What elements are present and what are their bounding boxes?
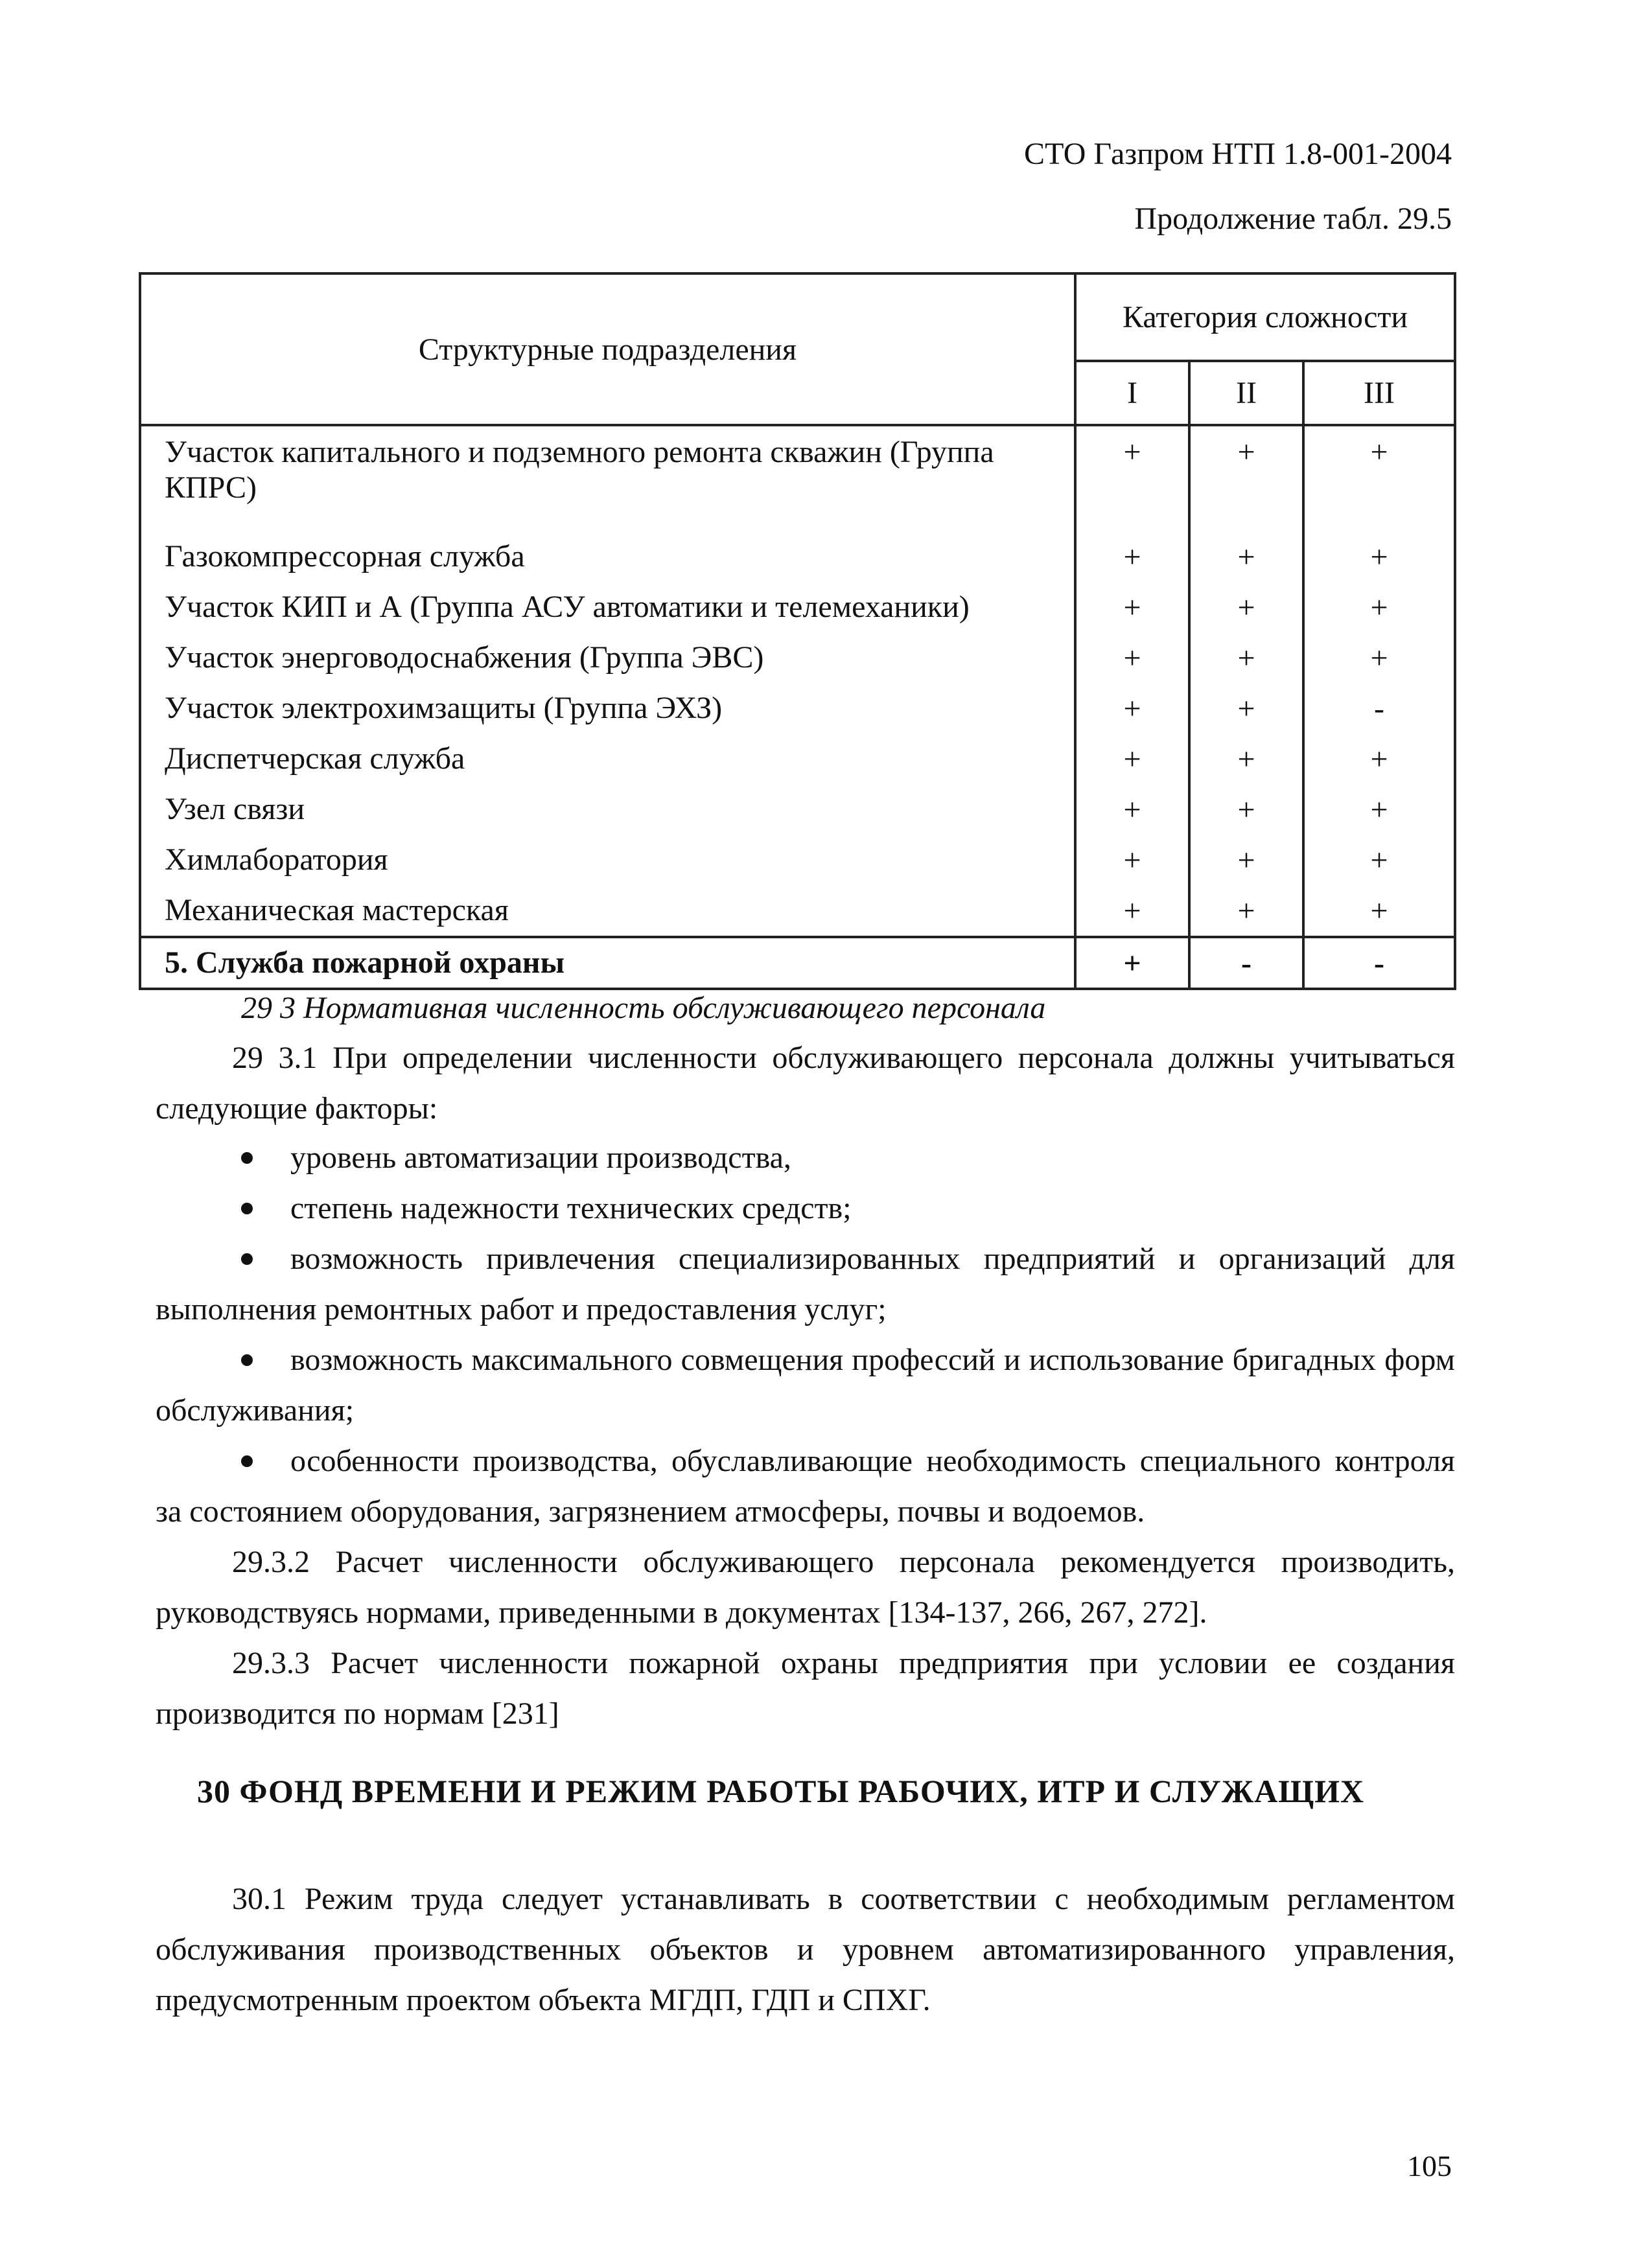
row-name: Участок энерговодоснабжения (Группа ЭВС): [140, 632, 1075, 683]
table-row: [140, 683, 1455, 734]
mark-cat-1: +: [1075, 937, 1189, 989]
mark-cat-3: +: [1303, 531, 1455, 582]
mark-cat-2: +: [1189, 632, 1303, 683]
paragraph-29-3-1: 29 3.1 При определении численности обслуживающего персонала должны учитываться следующие факторы:: [156, 1041, 1455, 1126]
mark-cat-3: +: [1303, 632, 1455, 683]
table-row: [140, 582, 1455, 632]
table-row: [140, 784, 1455, 835]
row-name: Участок капитального и подземного ремонта скважин (Группа КПРС): [140, 425, 1075, 531]
bullet-icon: [241, 1203, 253, 1214]
mark-cat-2: +: [1189, 784, 1303, 835]
row-name: Участок КИП и А (Группа АСУ автоматики и телемеханики): [140, 582, 1075, 632]
mark-cat-1: +: [1075, 425, 1189, 531]
category-header-1: I: [1075, 361, 1189, 425]
row-name: Участок электрохимзащиты (Группа ЭХЗ): [140, 683, 1075, 734]
column-header-structure: Структурные подразделения: [140, 273, 1075, 425]
mark-cat-3: +: [1303, 734, 1455, 784]
section-title: 30 ФОНД ВРЕМЕНИ И РЕЖИМ РАБОТЫ РАБОЧИХ, ИТР И СЛУЖАЩИХ: [197, 1773, 1365, 1809]
row-name: Диспетчерская служба: [140, 734, 1075, 784]
list-item: [156, 1133, 1455, 1183]
bullet-icon: [241, 1354, 253, 1366]
document-code: СТО Газпром НТП 1.8-001-2004: [1024, 137, 1452, 171]
list-item-text: возможность максимального совмещения профессий и использование бригадных форм обслуживания;: [156, 1343, 1455, 1428]
subsection-heading: 29 3 Нормативная численность обслуживающего персонала: [241, 991, 1046, 1025]
mark-cat-1: +: [1075, 632, 1189, 683]
list-item-text: возможность привлечения специализированных предприятий и организаций для выполнения ремонтных работ и предоставления услуг;: [156, 1242, 1455, 1326]
mark-cat-2: +: [1189, 531, 1303, 582]
mark-cat-1: +: [1075, 784, 1189, 835]
complexity-category-table: [139, 272, 1456, 990]
mark-cat-2: +: [1189, 734, 1303, 784]
mark-cat-3: +: [1303, 784, 1455, 835]
category-header-2: II: [1189, 361, 1303, 425]
table-continuation-label: Продолжение табл. 29.5: [1134, 202, 1452, 236]
mark-cat-1: +: [1075, 885, 1189, 937]
paragraph-29-3-3: 29.3.3 Расчет численности пожарной охраны предприятия при условии ее создания производится по нормам [231]: [156, 1646, 1455, 1731]
mark-cat-2: -: [1189, 937, 1303, 989]
table-row: [140, 531, 1455, 582]
category-header-3: III: [1303, 361, 1455, 425]
bullet-icon: [241, 1455, 253, 1467]
row-name: Химлаборатория: [140, 835, 1075, 885]
row-name: 5. Служба пожарной охраны: [140, 937, 1075, 989]
mark-cat-1: +: [1075, 683, 1189, 734]
list-item-text: уровень автоматизации производства,: [290, 1140, 791, 1175]
table-row: [140, 425, 1455, 531]
mark-cat-2: +: [1189, 683, 1303, 734]
mark-cat-3: +: [1303, 425, 1455, 531]
column-header-category: Категория сложности: [1075, 273, 1455, 361]
mark-cat-2: +: [1189, 885, 1303, 937]
mark-cat-3: -: [1303, 937, 1455, 989]
table-row: [140, 632, 1455, 683]
page-number: 105: [1407, 2149, 1452, 2182]
list-item-text: степень надежности технических средств;: [290, 1191, 852, 1225]
table-row: [140, 835, 1455, 885]
list-item: [156, 1335, 1455, 1436]
paragraph-30-1: 30.1 Режим труда следует устанавливать в соответствии с необходимым регламентом обслуживания производственных объектов и уровнем автоматизированного управления, предусмотренным проектом объекта МГДП, ГДП и СПХГ.: [156, 1882, 1455, 2017]
mark-cat-1: +: [1075, 835, 1189, 885]
row-name: Узел связи: [140, 784, 1075, 835]
row-name: Механическая мастерская: [140, 885, 1075, 937]
table-row: [140, 937, 1455, 989]
mark-cat-3: -: [1303, 683, 1455, 734]
list-item: [156, 1183, 1455, 1234]
mark-cat-3: +: [1303, 582, 1455, 632]
bullet-icon: [241, 1152, 253, 1164]
table-row: [140, 734, 1455, 784]
list-item-text: особенности производства, обуславливающие необходимость специального контроля за состоянием оборудования, загрязнением атмосферы, почвы и водоемов.: [156, 1444, 1455, 1529]
mark-cat-1: +: [1075, 531, 1189, 582]
table-row: [140, 885, 1455, 937]
row-name: Газокомпрессорная служба: [140, 531, 1075, 582]
mark-cat-2: +: [1189, 835, 1303, 885]
mark-cat-2: +: [1189, 425, 1303, 531]
mark-cat-3: +: [1303, 835, 1455, 885]
bullet-icon: [241, 1253, 253, 1265]
mark-cat-3: +: [1303, 885, 1455, 937]
paragraph-29-3-2: 29.3.2 Расчет численности обслуживающего персонала рекомендуется производить, руководствуясь нормами, приведенными в документах [134-137, 266, 267, 272].: [156, 1545, 1455, 1630]
mark-cat-1: +: [1075, 582, 1189, 632]
list-item: [156, 1234, 1455, 1335]
mark-cat-1: +: [1075, 734, 1189, 784]
mark-cat-2: +: [1189, 582, 1303, 632]
list-item: [156, 1436, 1455, 1537]
